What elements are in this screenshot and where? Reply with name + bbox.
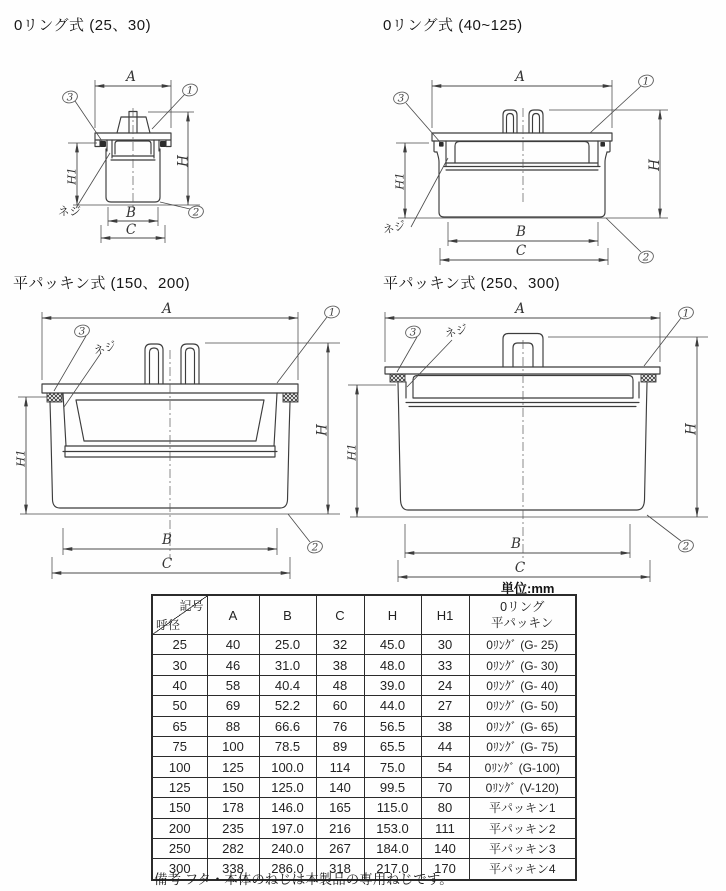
cell-H: 217.0 xyxy=(364,859,421,880)
dim-H1: H1 xyxy=(13,449,28,467)
header-corner-cell xyxy=(152,595,207,635)
dim-C: C xyxy=(515,243,527,259)
dim-A: A xyxy=(126,69,136,85)
cell-seal: 平パッキン3 xyxy=(469,838,576,858)
cell-H: 65.5 xyxy=(364,736,421,756)
header-B: B xyxy=(259,595,316,635)
cell-C: 38 xyxy=(316,655,364,675)
diagram2-title: 0リング式 (40~125) xyxy=(383,17,523,34)
dim-A: A xyxy=(162,301,172,317)
callout-2: 2 xyxy=(192,206,200,219)
cell-H: 75.0 xyxy=(364,757,421,777)
cell-seal: 0ﾘﾝｸﾞ (G- 50) xyxy=(469,696,576,716)
callout-2: 2 xyxy=(311,541,319,554)
cell-H1: 170 xyxy=(421,859,469,880)
diagram-oring-large xyxy=(383,58,678,270)
cell-C: 165 xyxy=(316,798,364,818)
cell-seal: 0ﾘﾝｸﾞ (G- 40) xyxy=(469,675,576,695)
cell-size: 100 xyxy=(152,757,207,777)
cell-B: 125.0 xyxy=(259,777,316,797)
callout-2: 2 xyxy=(682,540,690,553)
cell-C: 318 xyxy=(316,859,364,880)
oring-right xyxy=(160,141,166,147)
cell-H1: 27 xyxy=(421,696,469,716)
callout-1: 1 xyxy=(328,306,336,319)
cell-C: 48 xyxy=(316,675,364,695)
cell-seal: 0ﾘﾝｸﾞ (G- 25) xyxy=(469,635,576,655)
part-outline xyxy=(95,108,171,212)
dim-H1: H1 xyxy=(392,172,407,190)
cell-A: 178 xyxy=(207,798,259,818)
cell-size: 125 xyxy=(152,777,207,797)
cell-seal: 0ﾘﾝｸﾞ (V-120) xyxy=(469,777,576,797)
cell-H1: 80 xyxy=(421,798,469,818)
packing-right xyxy=(641,374,656,382)
dim-H: H xyxy=(175,155,192,167)
handle xyxy=(145,344,199,384)
table-row xyxy=(152,675,576,695)
unit-label: 単位:mm xyxy=(501,581,555,596)
callout-3: 3 xyxy=(397,92,405,105)
cell-seal: 0ﾘﾝｸﾞ (G- 65) xyxy=(469,716,576,736)
cell-A: 100 xyxy=(207,736,259,756)
remarks-note: 備考 フタ・本体のねじは本製品の専用ねじです。 xyxy=(154,872,453,887)
part-outline xyxy=(385,334,660,561)
neji-label: ネジ xyxy=(443,323,469,341)
cell-size: 200 xyxy=(152,818,207,838)
cell-C: 114 xyxy=(316,757,364,777)
table-row xyxy=(152,757,576,777)
cell-size: 150 xyxy=(152,798,207,818)
neji-label: ネジ xyxy=(92,340,118,358)
cell-B: 25.0 xyxy=(259,635,316,655)
table-row xyxy=(152,635,576,655)
header-seal-line1: 0リング xyxy=(500,599,545,614)
header-H1: H1 xyxy=(421,595,469,635)
cell-size: 40 xyxy=(152,675,207,695)
cell-seal: 平パッキン1 xyxy=(469,798,576,818)
cell-B: 240.0 xyxy=(259,838,316,858)
cell-A: 235 xyxy=(207,818,259,838)
part-outline xyxy=(42,344,298,558)
cell-H: 39.0 xyxy=(364,675,421,695)
cell-H1: 111 xyxy=(421,818,469,838)
oring-left xyxy=(439,142,444,147)
callout-2: 2 xyxy=(642,251,650,264)
dim-C: C xyxy=(125,222,137,238)
cell-A: 282 xyxy=(207,838,259,858)
cell-A: 150 xyxy=(207,777,259,797)
cell-seal: 平パッキン2 xyxy=(469,818,576,838)
table-row xyxy=(152,716,576,736)
cell-A: 69 xyxy=(207,696,259,716)
cell-H: 45.0 xyxy=(364,635,421,655)
cell-C: 32 xyxy=(316,635,364,655)
handle xyxy=(117,112,150,134)
cell-C: 216 xyxy=(316,818,364,838)
cell-H1: 54 xyxy=(421,757,469,777)
neji-label: ネジ xyxy=(58,206,81,218)
oring-right xyxy=(600,142,605,147)
cell-B: 286.0 xyxy=(259,859,316,880)
diagram-oring-small xyxy=(55,58,220,258)
cell-H1: 38 xyxy=(421,716,469,736)
cell-B: 100.0 xyxy=(259,757,316,777)
dim-C: C xyxy=(161,556,173,572)
diagram-packing-large xyxy=(346,300,726,595)
packing-left xyxy=(47,393,62,402)
dim-H1: H1 xyxy=(344,443,359,461)
cell-A: 125 xyxy=(207,757,259,777)
diagram-packing-medium xyxy=(12,300,345,585)
callout-3: 3 xyxy=(66,91,74,104)
table-row xyxy=(152,818,576,838)
callout-1: 1 xyxy=(682,307,690,320)
table-row xyxy=(152,736,576,756)
dim-H: H xyxy=(314,424,331,436)
cell-A: 58 xyxy=(207,675,259,695)
cell-B: 31.0 xyxy=(259,655,316,675)
dim-A: A xyxy=(515,301,525,317)
cell-size: 250 xyxy=(152,838,207,858)
dim-H1: H1 xyxy=(64,167,79,185)
dimensions xyxy=(14,301,341,579)
cell-H1: 24 xyxy=(421,675,469,695)
cell-C: 60 xyxy=(316,696,364,716)
cell-H: 115.0 xyxy=(364,798,421,818)
dim-C: C xyxy=(514,560,526,576)
cell-H1: 33 xyxy=(421,655,469,675)
header-seal xyxy=(469,595,576,635)
part-outline xyxy=(432,108,612,217)
cell-seal: 0ﾘﾝｸﾞ (G- 30) xyxy=(469,655,576,675)
cell-B: 146.0 xyxy=(259,798,316,818)
cell-seal: 0ﾘﾝｸﾞ (G-100) xyxy=(469,757,576,777)
cell-B: 78.5 xyxy=(259,736,316,756)
table-row xyxy=(152,696,576,716)
cell-B: 66.6 xyxy=(259,716,316,736)
dim-H: H xyxy=(683,423,700,435)
table-row xyxy=(152,655,576,675)
cell-seal: 0ﾘﾝｸﾞ (G- 75) xyxy=(469,736,576,756)
cell-B: 52.2 xyxy=(259,696,316,716)
cell-H1: 70 xyxy=(421,777,469,797)
header-seal-line2: 平パッキン xyxy=(491,616,554,630)
header-H: H xyxy=(364,595,421,635)
cell-B: 197.0 xyxy=(259,818,316,838)
table-row xyxy=(152,777,576,797)
cell-H: 48.0 xyxy=(364,655,421,675)
dim-B: B xyxy=(511,536,521,552)
dim-B: B xyxy=(126,205,136,221)
header-A: A xyxy=(207,595,259,635)
dim-A: A xyxy=(515,69,525,85)
cell-size: 25 xyxy=(152,635,207,655)
cell-C: 76 xyxy=(316,716,364,736)
cell-size: 300 xyxy=(152,859,207,880)
spec-table xyxy=(151,594,577,881)
cell-seal: 平パッキン4 xyxy=(469,859,576,880)
cell-H: 153.0 xyxy=(364,818,421,838)
header-corner-kokei: 呼径 xyxy=(156,618,181,632)
cell-B: 40.4 xyxy=(259,675,316,695)
cell-size: 75 xyxy=(152,736,207,756)
diagram3-title: 平パッキン式 (150、200) xyxy=(13,275,191,292)
cell-A: 88 xyxy=(207,716,259,736)
callouts xyxy=(58,82,205,219)
callout-3: 3 xyxy=(78,325,86,338)
cell-H1: 140 xyxy=(421,838,469,858)
cell-size: 65 xyxy=(152,716,207,736)
callouts xyxy=(397,305,695,553)
cell-H: 184.0 xyxy=(364,838,421,858)
cell-A: 46 xyxy=(207,655,259,675)
cell-H: 99.5 xyxy=(364,777,421,797)
cell-size: 50 xyxy=(152,696,207,716)
cell-size: 30 xyxy=(152,655,207,675)
oring-left xyxy=(100,141,106,147)
cell-H1: 30 xyxy=(421,635,469,655)
packing-left xyxy=(390,374,405,382)
table-row xyxy=(152,838,576,858)
callout-3: 3 xyxy=(409,326,417,339)
cell-A: 338 xyxy=(207,859,259,880)
table-row xyxy=(152,798,576,818)
cell-C: 140 xyxy=(316,777,364,797)
diagram1-title: 0リング式 (25、30) xyxy=(14,17,152,34)
cell-H1: 44 xyxy=(421,736,469,756)
cell-H: 56.5 xyxy=(364,716,421,736)
dim-H: H xyxy=(647,159,663,171)
neji-label: ネジ xyxy=(381,219,408,237)
cell-C: 267 xyxy=(316,838,364,858)
dim-B: B xyxy=(516,224,526,240)
diagram4-title: 平パッキン式 (250、300) xyxy=(383,275,561,292)
header-C: C xyxy=(316,595,364,635)
dim-B: B xyxy=(162,532,172,548)
table-header-row xyxy=(152,595,576,635)
callout-1: 1 xyxy=(186,84,194,97)
packing-right xyxy=(283,393,298,402)
cell-C: 89 xyxy=(316,736,364,756)
callout-1: 1 xyxy=(642,75,650,88)
cell-H: 44.0 xyxy=(364,696,421,716)
header-corner-kigo: 記号 xyxy=(179,599,204,613)
cell-A: 40 xyxy=(207,635,259,655)
